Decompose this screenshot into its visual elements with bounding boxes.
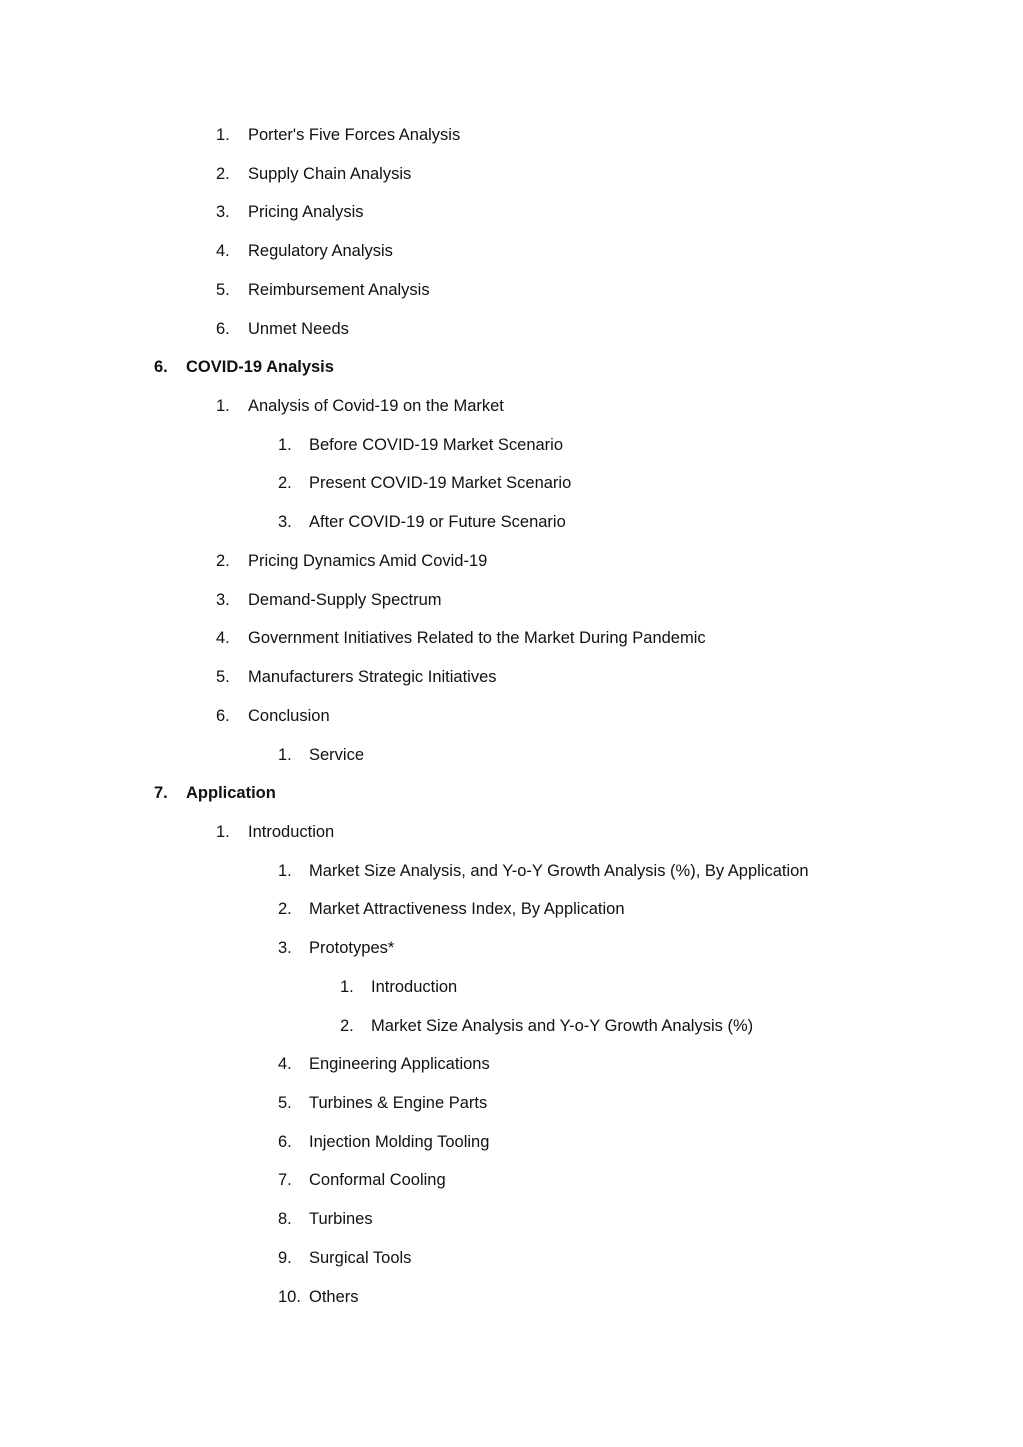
- item-title: Market Size Analysis and Y-o-Y Growth Analysis (%): [371, 1016, 754, 1035]
- item-title: Turbines & Engine Parts: [309, 1093, 488, 1112]
- item-number: 1.: [278, 435, 292, 454]
- item-title: Engineering Applications: [309, 1055, 490, 1074]
- toc-subsubitem: [0, 1007, 1023, 1046]
- item-title: Prototypes*: [309, 939, 395, 958]
- table-of-contents: [0, 116, 1023, 1316]
- item-number: 2.: [278, 474, 292, 493]
- item-title: Pricing Analysis: [248, 203, 364, 222]
- item-title: Manufacturers Strategic Initiatives: [248, 668, 497, 687]
- item-title: Injection Molding Tooling: [309, 1132, 490, 1151]
- item-number: 2.: [216, 164, 230, 183]
- toc-item: [0, 232, 1023, 271]
- toc-subitem: [0, 1123, 1023, 1162]
- section-title: Application: [186, 784, 276, 803]
- item-number: 1.: [278, 861, 292, 880]
- toc-subitem: [0, 1200, 1023, 1239]
- toc-item: [0, 310, 1023, 349]
- item-number: 4.: [278, 1055, 292, 1074]
- toc-subitem: [0, 890, 1023, 929]
- item-title: Introduction: [371, 977, 458, 996]
- item-title: After COVID-19 or Future Scenario: [309, 513, 566, 532]
- toc-subitem: [0, 736, 1023, 775]
- item-title: Porter's Five Forces Analysis: [248, 126, 461, 144]
- item-title: Pricing Dynamics Amid Covid-19: [248, 551, 488, 570]
- item-number: 6.: [216, 319, 230, 338]
- toc-subitem: [0, 1084, 1023, 1123]
- item-title: Conclusion: [248, 706, 330, 725]
- item-number: 3.: [278, 939, 292, 958]
- item-title: Service: [309, 745, 365, 764]
- item-number: 2.: [278, 900, 292, 919]
- toc-subsubitem: [0, 968, 1023, 1007]
- toc-item: [0, 155, 1023, 194]
- item-number: 3.: [216, 203, 230, 222]
- item-title: Government Initiatives Related to the Market During Pandemic: [248, 629, 706, 648]
- item-number: 1.: [278, 745, 292, 764]
- item-title: Market Attractiveness Index, By Application: [309, 900, 625, 919]
- toc-subitem: [0, 1239, 1023, 1278]
- item-title: Introduction: [248, 822, 335, 841]
- item-number: 4.: [216, 629, 230, 648]
- item-number: 5.: [216, 668, 230, 687]
- item-number: 7.: [278, 1171, 292, 1190]
- item-title: Turbines: [309, 1210, 373, 1229]
- toc-item: [0, 387, 1023, 426]
- section-heading: [0, 348, 1023, 387]
- toc-subitem: [0, 929, 1023, 968]
- item-number: 2.: [340, 1016, 354, 1035]
- toc-subitem: [0, 1045, 1023, 1084]
- item-title: Surgical Tools: [309, 1248, 412, 1267]
- item-number: 2.: [216, 551, 230, 570]
- toc-item: [0, 581, 1023, 620]
- item-number: 3.: [216, 590, 230, 609]
- item-title: Present COVID-19 Market Scenario: [309, 474, 572, 493]
- item-number: 8.: [278, 1210, 292, 1229]
- toc-item: [0, 697, 1023, 736]
- toc-item: [0, 193, 1023, 232]
- item-title: Demand-Supply Spectrum: [248, 590, 442, 609]
- toc-subitem: [0, 503, 1023, 542]
- item-number: 9.: [278, 1248, 292, 1267]
- item-number: 5.: [278, 1093, 292, 1112]
- toc-item: [0, 813, 1023, 852]
- toc-subitem: [0, 426, 1023, 465]
- section-heading: [0, 774, 1023, 813]
- toc-subitem: [0, 852, 1023, 891]
- item-number: 3.: [278, 513, 292, 532]
- item-title: Unmet Needs: [248, 319, 349, 338]
- item-number: 6.: [216, 706, 230, 725]
- item-number: 4.: [216, 242, 230, 261]
- item-title: Analysis of Covid-19 on the Market: [248, 397, 504, 416]
- toc-item: [0, 619, 1023, 658]
- item-number: 5.: [216, 280, 230, 299]
- toc-item: [0, 542, 1023, 581]
- toc-item: [0, 658, 1023, 697]
- toc-item: [0, 271, 1023, 310]
- item-number: 1.: [216, 126, 230, 144]
- item-title: Market Size Analysis, and Y-o-Y Growth Analysis (%), By Application: [309, 861, 809, 880]
- item-number: 1.: [216, 822, 230, 841]
- section-number: 7.: [154, 784, 168, 803]
- item-title: Supply Chain Analysis: [248, 164, 412, 183]
- item-number: 6.: [278, 1132, 292, 1151]
- item-title: Others: [309, 1287, 359, 1306]
- item-number: 1.: [340, 977, 354, 996]
- section-number: 6.: [154, 358, 168, 377]
- toc-subitem: [0, 1161, 1023, 1200]
- item-title: Reimbursement Analysis: [248, 280, 430, 299]
- item-title: Conformal Cooling: [309, 1171, 446, 1190]
- item-number: 1.: [216, 397, 230, 416]
- toc-item: [0, 116, 1023, 155]
- item-number: 10.: [278, 1287, 301, 1306]
- item-title: Regulatory Analysis: [248, 242, 393, 261]
- toc-subitem: [0, 1278, 1023, 1317]
- toc-subitem: [0, 464, 1023, 503]
- section-title: COVID-19 Analysis: [186, 358, 334, 377]
- item-title: Before COVID-19 Market Scenario: [309, 435, 564, 454]
